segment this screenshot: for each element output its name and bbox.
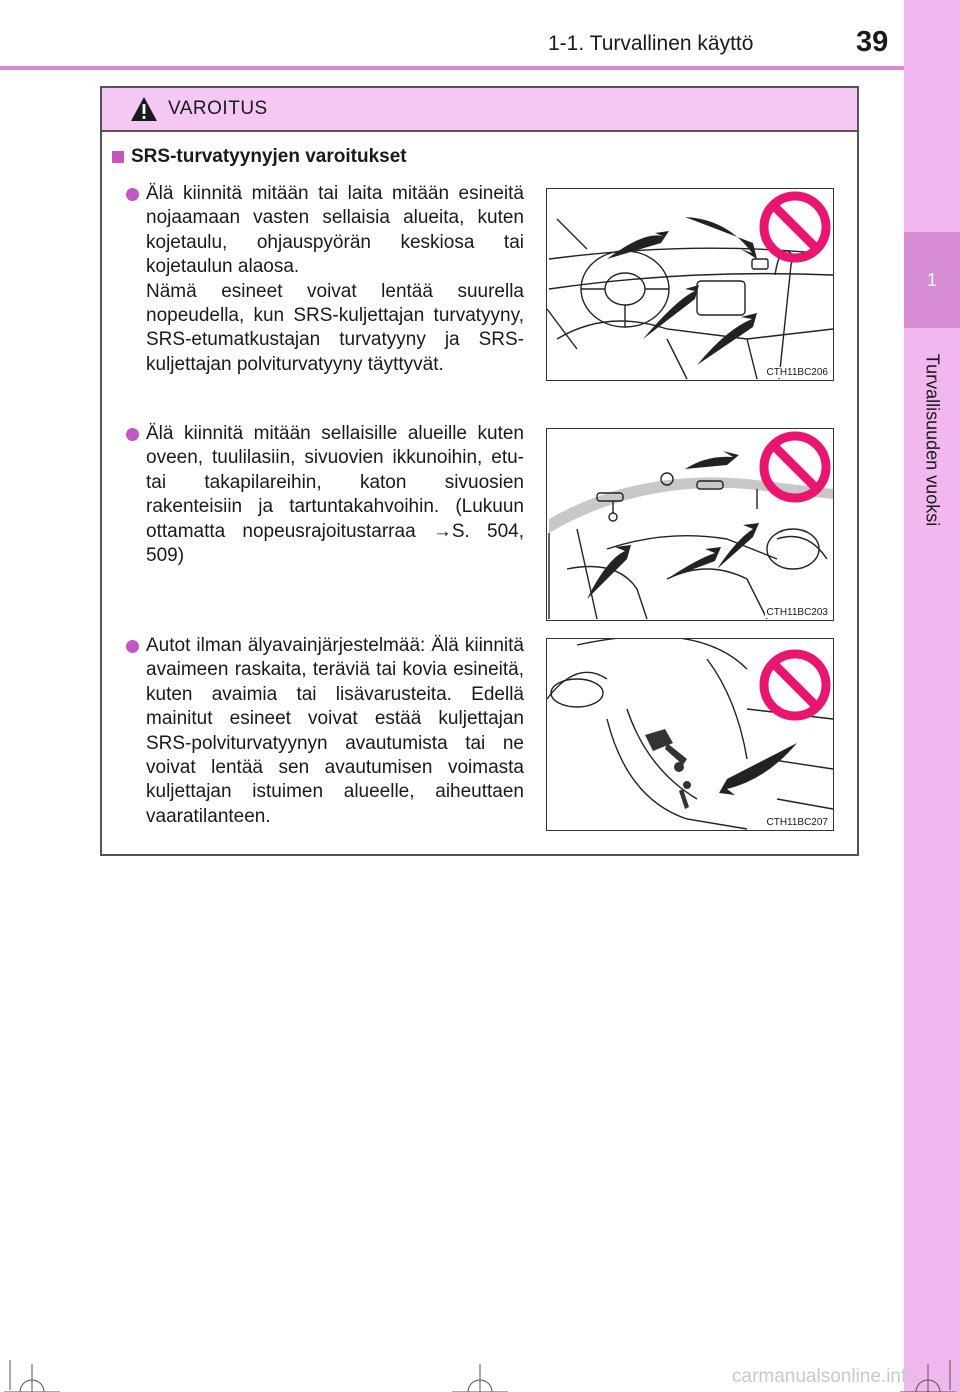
page-number: 39 [856, 26, 889, 58]
warning-item-1 [126, 182, 524, 377]
round-bullet-icon [126, 640, 139, 653]
header-rule [0, 66, 904, 70]
warning-box [100, 86, 859, 856]
footer-watermark: carmanualsonline.info [732, 1366, 917, 1387]
warning-subheading [112, 146, 407, 168]
round-bullet-icon [126, 428, 139, 441]
warning-header [102, 88, 857, 132]
item-2-paragraph-1: Älä kiinnitä mitään sellaisille alueille kuten oveen, tuulilasiin, sivuovien ikkunoihin, etu- tai takapilareihin, katon sivuosien rakenteisiin ja tartuntakahvoihin. (Lukuun ottamatta nopeusrajoitustarraa →S. 504, 509) [146, 423, 524, 567]
side-tab [904, 0, 960, 1392]
side-tab-number[interactable]: 1 [904, 232, 960, 328]
cabin-drawing [547, 429, 834, 621]
warning-item-3 [126, 634, 524, 829]
item-1-paragraph-1: Älä kiinnitä mitään tai laita mitään esineitä nojaamaan vasten sellaisia alueita, kuten kojetaulu, ohjauspyörän keskiosa tai kojetaulun alaosa. [146, 183, 524, 278]
image-code-2: CTH11BC203 [766, 607, 828, 618]
dashboard-illustration [546, 188, 834, 381]
dashboard-drawing [547, 189, 834, 381]
warning-subheading-text: SRS-turvatyynyjen varoitukset [131, 146, 407, 167]
side-tab-label[interactable]: Turvallisuuden vuoksi [922, 353, 943, 527]
key-illustration [546, 638, 834, 831]
item-3-paragraph-1: Autot ilman älyavainjärjestelmää: Älä kiinnitä avaimeen raskaita, teräviä tai kovia esineitä, kuten avaimia tai lisävarusteita. Edellä mainitut esineet voivat estää kuljettajan SRS-polviturvatyynyn avautumista tai ne voivat lentää sen avautumisen voimasta kuljettajan istuimen alueelle, aiheuttaen vaaratilanteen. [146, 635, 524, 827]
cabin-illustration [546, 428, 834, 621]
warning-title: VAROITUS [168, 98, 268, 119]
round-bullet-icon [126, 188, 139, 201]
square-bullet-icon [112, 151, 124, 163]
prohibition-icon [764, 196, 826, 258]
warning-triangle-icon [130, 96, 158, 122]
key-drawing [547, 639, 834, 831]
prohibition-icon [764, 654, 826, 716]
image-code-1: CTH11BC206 [766, 367, 828, 378]
registration-mark-icon [452, 1360, 508, 1392]
registration-mark-icon [4, 1360, 60, 1392]
image-code-3: CTH11BC207 [766, 817, 828, 828]
section-title: 1-1. Turvallinen käyttö [548, 32, 754, 55]
item-1-paragraph-2: Nämä esineet voivat lentää suurella nopeudella, kun SRS-kuljettajan turvatyyny, SRS-etumatkustajan turvatyyny ja SRS-kuljettajan polviturvatyyny täyttyvät. [146, 280, 524, 375]
warning-item-2 [126, 422, 524, 568]
